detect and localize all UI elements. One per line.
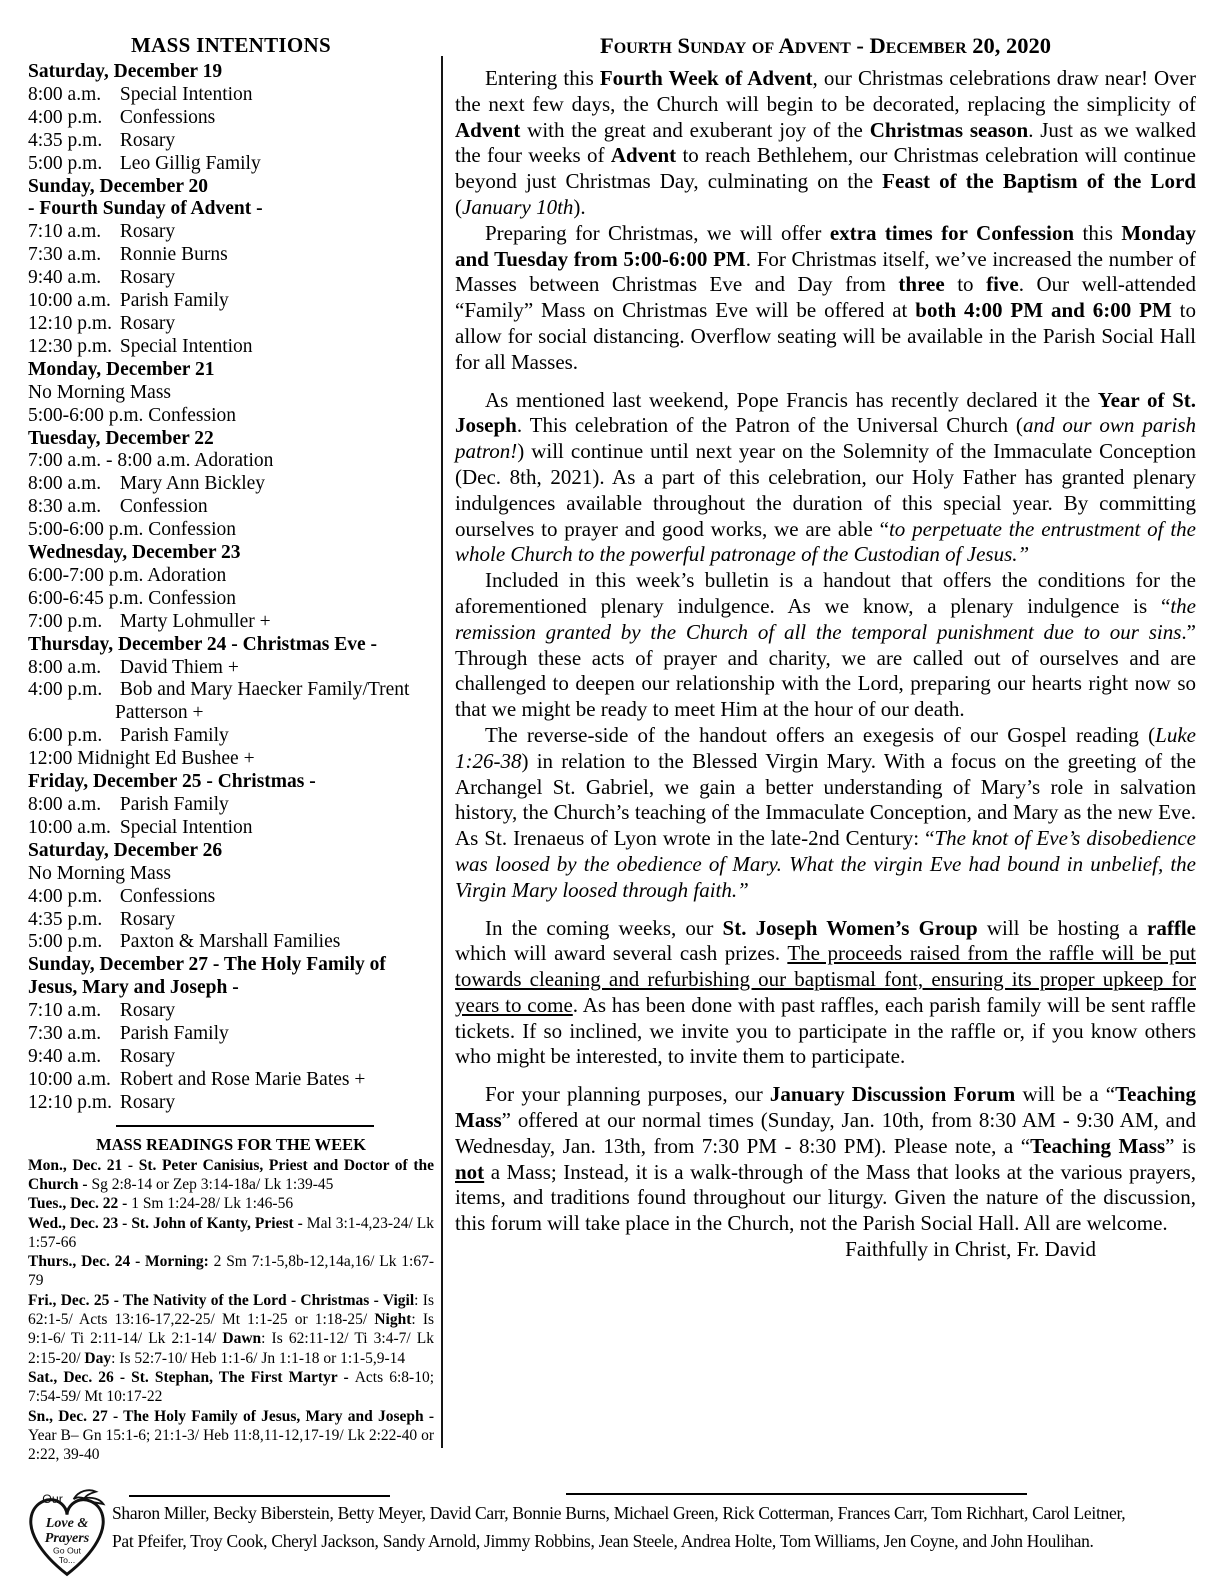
intentions-item bbox=[28, 794, 434, 817]
text-run: Luke 1:26-38 bbox=[455, 722, 1196, 773]
intentions-time: 5:00 p.m. bbox=[28, 931, 103, 953]
intentions-time: 7:30 a.m. bbox=[28, 244, 102, 266]
reading-entry bbox=[28, 1368, 434, 1407]
intentions-time: 8:00 a.m. bbox=[28, 656, 102, 678]
intentions-time: 7:10 a.m. bbox=[28, 1000, 102, 1022]
text-run: not bbox=[455, 1159, 485, 1184]
intentions-desc: Ed Bushee + bbox=[154, 748, 255, 770]
intentions-item bbox=[28, 405, 434, 428]
text-run: to allow for social distancing. Overflow seating will be available in the Parish Social Hall for all Masses. bbox=[455, 298, 1196, 374]
article-title: Fourth Sunday of Advent - December 20, 2020 bbox=[599, 33, 1052, 58]
intentions-time: 10:00 a.m. bbox=[28, 816, 111, 838]
intentions-item bbox=[28, 611, 434, 634]
text-run: three bbox=[898, 272, 945, 297]
text-run: .” Through these acts of prayer and charity, we are called out of ourselves and are challenged to deepen our relationship with the Lord, preparing our hearts right now so that we might be ready to meet Him at the hour of our death. bbox=[455, 619, 1196, 722]
text-run: ) will continue until next year on the Solemnity of the Immaculate Conception (Dec. 8th, 2021). As a part of this celebration, our Holy Father has granted plenary indulgences available throughout the duration of this special year. By committing ourselves to prayer and good works, we are able “ bbox=[455, 439, 1196, 541]
mass-readings-title: MASS READINGS FOR THE WEEK bbox=[96, 1134, 366, 1154]
text-run: 1 Sm 1:24-28/ Lk 1:46-56 bbox=[131, 1195, 294, 1213]
text-run: January 10th bbox=[462, 194, 574, 219]
intentions-time: 4:35 p.m. bbox=[28, 129, 103, 151]
love-prayers-logo-graphic bbox=[24, 1486, 110, 1580]
intentions-item bbox=[28, 1069, 434, 1092]
text-run: Day bbox=[84, 1349, 112, 1367]
intentions-item bbox=[28, 267, 434, 290]
text-run: will be hosting a bbox=[977, 915, 1148, 940]
intentions-time: 5:00-6:00 p.m. bbox=[28, 519, 144, 541]
intentions-time: 7:10 a.m. bbox=[28, 221, 102, 243]
intentions-desc: Adoration bbox=[194, 450, 274, 472]
intentions-time: 4:00 p.m. bbox=[28, 679, 103, 701]
article-paragraph bbox=[455, 1082, 1196, 1237]
intentions-item bbox=[28, 221, 434, 244]
intentions-time: 4:35 p.m. bbox=[28, 908, 103, 930]
intentions-desc: Mary Ann Bickley bbox=[119, 473, 266, 495]
intentions-time: 4:00 p.m. bbox=[28, 885, 103, 907]
intentions-item bbox=[28, 107, 434, 130]
text-run: which will award several cash prizes. bbox=[455, 941, 788, 966]
intentions-desc: Rosary bbox=[119, 221, 176, 243]
text-run: : Is 62:1-5/ Acts 13:16-17,22-25/ Mt 1:1-25 or 1:18-25/ bbox=[28, 1291, 434, 1329]
intentions-desc: Leo Gillig Family bbox=[119, 152, 261, 174]
text-run: Mal 3:1-4,23-24/ Lk 1:57-66 bbox=[28, 1214, 434, 1251]
intentions-day-header: Friday, December 25 - Christmas - bbox=[28, 771, 316, 793]
intentions-item bbox=[28, 748, 434, 771]
intentions-desc: Marty Lohmuller + bbox=[119, 610, 271, 632]
text-run: Sat., Dec. 26 - St. Stephan, The First Martyr - bbox=[28, 1368, 355, 1386]
intentions-time: 12:10 p.m. bbox=[28, 312, 112, 334]
text-run: both 4:00 PM and 6:00 PM bbox=[915, 298, 1172, 323]
intentions-day-header: Monday, December 21 bbox=[28, 358, 215, 380]
intentions-time: 7:30 a.m. bbox=[28, 1023, 102, 1045]
text-run: with the great and exuberant joy of the bbox=[520, 117, 870, 142]
intentions-time: 10:00 a.m. bbox=[28, 290, 111, 312]
intentions-day-header: Sunday, December 20 bbox=[28, 175, 209, 197]
intentions-day-header: Saturday, December 19 bbox=[28, 61, 223, 82]
intentions-day-header: Thursday, December 24 - Christmas Eve - bbox=[28, 633, 377, 655]
intentions-time: 9:40 a.m. bbox=[28, 1045, 102, 1067]
intentions-desc: Adoration bbox=[147, 564, 227, 586]
text-run: Teaching Mass bbox=[1030, 1133, 1166, 1158]
intentions-time: 12:30 p.m. bbox=[28, 335, 112, 357]
intentions-desc: Rosary bbox=[119, 1091, 176, 1113]
intentions-desc: Special Intention bbox=[119, 816, 253, 838]
logo-word-our: Our bbox=[42, 1492, 63, 1507]
article-paragraph bbox=[455, 916, 1196, 1071]
logo-word-to: To... bbox=[58, 1554, 76, 1565]
reading-entry bbox=[28, 1194, 434, 1213]
text-run: this bbox=[1074, 220, 1122, 245]
intentions-time: 7:00 p.m. bbox=[28, 610, 103, 632]
text-run: Acts 6:8-10; 7:54-59/ Mt 10:17-22 bbox=[28, 1368, 435, 1406]
intentions-time: 12:10 p.m. bbox=[28, 1091, 112, 1113]
intentions-desc: Confession bbox=[148, 519, 236, 541]
intentions-item bbox=[28, 588, 434, 611]
article-paragraph bbox=[455, 723, 1196, 904]
mass-readings-list bbox=[28, 1156, 434, 1465]
reading-entry bbox=[28, 1156, 434, 1195]
text-run: Advent bbox=[610, 143, 677, 168]
text-run: : Is 9:1-6/ Ti 2:11-14/ Lk 2:1-14/ bbox=[28, 1311, 435, 1348]
intentions-item bbox=[28, 1023, 434, 1046]
intentions-item bbox=[28, 725, 434, 748]
column-divider bbox=[441, 56, 443, 1448]
intentions-item bbox=[28, 565, 434, 588]
intentions-desc: Robert and Rose Marie Bates + bbox=[119, 1068, 366, 1090]
intentions-desc: Rosary bbox=[119, 267, 176, 289]
intentions-time: 4:00 p.m. bbox=[28, 106, 103, 128]
intentions-time: 8:00 a.m. bbox=[28, 83, 102, 105]
intentions-day-header: Tuesday, December 22 bbox=[28, 427, 214, 449]
text-run: St. Joseph Women’s Group bbox=[722, 915, 978, 940]
text-run: ). bbox=[573, 194, 586, 219]
intentions-time: 8:00 a.m. bbox=[28, 794, 102, 815]
intentions-item bbox=[28, 931, 434, 954]
text-run: Dawn bbox=[222, 1330, 262, 1348]
intentions-item bbox=[28, 450, 434, 473]
text-run: Year B– Gn 15:1-6; 21:1-3/ Heb 11:8,11-12,17-19/ Lk 2:22-40 or 2:22, 39-40 bbox=[28, 1426, 434, 1464]
text-run: extra times for Confession bbox=[829, 220, 1075, 245]
intentions-time: 10:00 a.m. bbox=[28, 1068, 111, 1090]
text-run: Faithfully in Christ, Fr. David bbox=[845, 1237, 1096, 1262]
intentions-time: 8:00 a.m. bbox=[28, 473, 102, 495]
text-run: to perpetuate the entrustment of the whole Church to the powerful patronage of the Custodian of Jesus.” bbox=[455, 516, 1196, 567]
text-run: Fourth Week of Advent bbox=[599, 66, 813, 90]
text-run: Christmas season bbox=[869, 117, 1029, 142]
intentions-time: 8:30 a.m. bbox=[28, 496, 102, 518]
text-run: ” offered at our normal times (Sunday, Jan. 10th, from 8:30 AM - 9:30 AM, and Wednesday, Jan. 13th, from 7:30 PM - 8:30 PM). Please note, a “ bbox=[455, 1108, 1196, 1158]
reading-entry bbox=[28, 1291, 434, 1368]
intentions-time: 6:00-7:00 p.m. bbox=[28, 564, 144, 586]
our-love-prayers-logo bbox=[24, 1486, 110, 1580]
text-run: to reach Bethlehem, our Christmas celebration will continue beyond just Christmas Day, culminating on the bbox=[455, 143, 1196, 194]
text-run: Night bbox=[374, 1311, 412, 1329]
intentions-day-header: Wednesday, December 23 bbox=[28, 542, 241, 564]
text-run: The reverse-side of the handout offers an exegesis of our Gospel reading ( bbox=[485, 722, 1156, 747]
intentions-item bbox=[28, 1092, 434, 1115]
text-run: and our own parish patron! bbox=[455, 413, 1196, 464]
text-run: . As has been done with past raffles, each parish family will be sent raffle tickets. If so inclined, we invite you to participate in the raffle or, if you know others who might be interested, to invite them to participate. bbox=[455, 992, 1196, 1069]
text-run: will be a “ bbox=[1015, 1082, 1116, 1107]
text-run: As mentioned last weekend, Pope Francis has recently declared it the bbox=[485, 387, 1098, 412]
article-paragraph bbox=[455, 66, 1196, 221]
text-run: ) in relation to the Blessed Virgin Mary. With a focus on the greeting of the Archangel St. Gabriel, we gain a better understanding of Mary’s role in salvation history, the Church’s teaching of the Immaculate Conception, and Mary as the new Eve. As St. Irenaeus of Lyon wrote in the late-2nd Century: “ bbox=[455, 748, 1196, 851]
text-run: 2 Sm 7:1-5,8b-12,14a,16/ Lk 1:67-79 bbox=[28, 1253, 434, 1290]
intentions-desc: Confession bbox=[119, 496, 208, 518]
text-run: Wed., Dec. 23 - St. John of Kanty, Priest - bbox=[28, 1214, 307, 1232]
intentions-time: 7:00 a.m. - 8:00 a.m. bbox=[28, 450, 191, 472]
intentions-item bbox=[28, 313, 434, 336]
intentions-desc: Parish Family bbox=[119, 290, 229, 312]
text-run: Sg 2:8-14 or Zep 3:14-18a/ Lk 1:39-45 bbox=[91, 1175, 334, 1193]
article-paragraph bbox=[455, 388, 1196, 569]
intentions-item bbox=[28, 909, 434, 932]
prayer-names-line: Pat Pfeifer, Troy Cook, Cheryl Jackson, Sandy Arnold, Jimmy Robbins, Jean Steele, Andrea Holte, Tom Williams, Jen Coyne, and John Houlihan. bbox=[112, 1530, 1094, 1551]
text-run: Advent bbox=[455, 117, 521, 142]
intentions-item bbox=[28, 496, 434, 519]
footer-divider-left bbox=[129, 1495, 390, 1497]
text-run: raffle bbox=[1147, 915, 1196, 940]
article-signature bbox=[455, 1237, 1196, 1263]
text-run: to bbox=[944, 272, 987, 297]
text-run: For your planning purposes, our bbox=[485, 1082, 770, 1107]
text-run: Preparing for Christmas, we will offer bbox=[485, 220, 830, 245]
text-run: a Mass; Instead, it is a walk-through of the Mass that looks at the various prayers, items, and traditions found throughout our liturgy. Given the nature of the discussion, this forum will take place in the Church, not the Parish Social Hall. All are welcome. bbox=[455, 1159, 1196, 1236]
intentions-desc: Confessions bbox=[119, 885, 216, 907]
text-run: Thurs., Dec. 24 - Morning: bbox=[28, 1253, 214, 1271]
intentions-desc: Paxton & Marshall Families bbox=[119, 931, 341, 953]
reading-entry bbox=[28, 1214, 434, 1253]
intentions-desc: Confession bbox=[148, 404, 236, 426]
intentions-desc: Special Intention bbox=[119, 83, 253, 105]
intentions-desc: Rosary bbox=[119, 908, 176, 930]
intentions-time: 12:00 Midnight bbox=[28, 748, 150, 770]
text-run: : Is 62:11-12/ Ti 3:4-7/ Lk 2:15-20/ bbox=[28, 1330, 434, 1367]
intentions-day-header: - Fourth Sunday of Advent - bbox=[28, 198, 263, 220]
intentions-desc: Rosary bbox=[119, 312, 176, 334]
reading-entry bbox=[28, 1407, 434, 1465]
text-run: In the coming weeks, our bbox=[485, 915, 723, 940]
intentions-time: 6:00 p.m. bbox=[28, 725, 103, 747]
intentions-desc: Bob and Mary Haecker Family/Trent Patterson + bbox=[115, 679, 410, 724]
intentions-note: No Morning Mass bbox=[28, 862, 172, 884]
prayer-names bbox=[112, 1500, 1212, 1555]
intentions-desc: Special Intention bbox=[119, 335, 253, 357]
text-run: the remission granted by the Church of all the temporal punishment due to our sins bbox=[455, 593, 1196, 644]
intentions-item bbox=[28, 153, 434, 176]
text-run: Vigil bbox=[382, 1291, 415, 1309]
text-run: Mon., Dec. 21 - St. Peter Canisius, Priest and Doctor of the Church - bbox=[28, 1156, 434, 1193]
text-run: Feast of the Baptism of the Lord bbox=[882, 169, 1196, 194]
text-run: The knot of Eve’s disobedience was loosed by the obedience of Mary. What the virgin Eve had bound in unbelief, the Virgin Mary loosed through faith.” bbox=[455, 826, 1196, 902]
text-run: . For Christmas itself, we’ve increased the number of Masses between Christmas Eve and Day from bbox=[455, 246, 1197, 297]
text-run: Included in this week’s bulletin is a handout that offers the conditions for the aforementioned plenary indulgence. As we know, a plenary indulgence is “ bbox=[455, 568, 1196, 618]
text-run: Tues., Dec. 22 - bbox=[28, 1195, 132, 1213]
section-divider-line bbox=[116, 1125, 374, 1127]
footer-divider-right bbox=[566, 1493, 1027, 1495]
text-run: . Our well-attended “Family” Mass on Christmas Eve will be offered at bbox=[455, 272, 1196, 323]
text-run: ” is bbox=[1165, 1133, 1196, 1158]
intentions-item bbox=[28, 657, 434, 680]
intentions-desc: Parish Family bbox=[119, 1023, 229, 1045]
intentions-desc: Parish Family bbox=[119, 725, 229, 747]
intentions-day-header: Sunday, December 27 - The Holy Family of Jesus, Mary and Joseph - bbox=[28, 954, 386, 999]
reading-entry bbox=[28, 1252, 434, 1291]
article-paragraph bbox=[455, 221, 1196, 376]
text-run: ( bbox=[455, 194, 462, 219]
article-paragraph bbox=[455, 568, 1196, 723]
text-run: Monday and Tuesday from 5:00-6:00 PM bbox=[455, 220, 1197, 271]
text-run: . This celebration of the Patron of the Universal Church ( bbox=[516, 413, 1023, 438]
intentions-time: 6:00-6:45 p.m. bbox=[28, 587, 144, 609]
article-body bbox=[455, 66, 1196, 1263]
intentions-item bbox=[28, 130, 434, 153]
intentions-item bbox=[28, 84, 434, 107]
intentions-day-header: Saturday, December 26 bbox=[28, 839, 223, 861]
logo-word-love: Love & bbox=[45, 1515, 89, 1532]
mass-intentions-list bbox=[28, 61, 434, 1115]
article-column bbox=[455, 33, 1196, 1263]
left-column bbox=[28, 33, 434, 1464]
intentions-item bbox=[28, 1046, 434, 1069]
prayer-names-line: Sharon Miller, Becky Biberstein, Betty Meyer, David Carr, Bonnie Burns, Michael Green, Rick Cotterman, Frances Carr, Tom Richhart, Carol Leitner, bbox=[112, 1503, 1126, 1523]
intentions-time: 5:00 p.m. bbox=[28, 152, 103, 174]
intentions-item bbox=[28, 817, 434, 840]
intentions-desc: Confession bbox=[148, 587, 236, 609]
text-run: January Discussion Forum bbox=[769, 1082, 1016, 1107]
intentions-desc: Rosary bbox=[119, 129, 176, 151]
text-run: The proceeds raised from the raffle will be put towards cleaning and refurbishing our baptismal font, ensuring its proper upkeep for years to come bbox=[455, 941, 1196, 1017]
intentions-item bbox=[28, 886, 434, 909]
intentions-desc: David Thiem + bbox=[119, 656, 239, 678]
intentions-desc: Confessions bbox=[119, 106, 216, 128]
intentions-item bbox=[28, 336, 434, 359]
intentions-item bbox=[28, 473, 434, 496]
intentions-note: No Morning Mass bbox=[28, 381, 172, 403]
intentions-desc: Ronnie Burns bbox=[119, 244, 228, 266]
intentions-item bbox=[28, 1000, 434, 1023]
logo-word-prayers: Prayers bbox=[44, 1530, 90, 1547]
intentions-desc: Parish Family bbox=[119, 794, 229, 815]
mass-intentions-title: MASS INTENTIONS bbox=[131, 33, 331, 57]
intentions-desc: Rosary bbox=[119, 1000, 176, 1022]
logo-word-goout: Go Out bbox=[53, 1545, 81, 1556]
text-run: . Just as we walked the four weeks of bbox=[455, 117, 1196, 168]
intentions-item bbox=[28, 290, 434, 313]
intentions-item bbox=[28, 519, 434, 542]
intentions-time: 5:00-6:00 p.m. bbox=[28, 404, 144, 426]
text-run: Year of St. Joseph bbox=[455, 387, 1196, 438]
text-run: Fri., Dec. 25 - The Nativity of the Lord - Christmas - bbox=[28, 1291, 383, 1309]
text-run: Teaching Mass bbox=[455, 1082, 1197, 1133]
text-run: five bbox=[986, 272, 1019, 297]
intentions-item bbox=[28, 679, 434, 725]
text-run: , our Christmas celebrations draw near! Over the next few days, the Church will begin to be decorated, replacing the simplicity of bbox=[455, 66, 1197, 116]
intentions-desc: Rosary bbox=[119, 1045, 176, 1067]
text-run: : Is 52:7-10/ Heb 1:1-6/ Jn 1:1-18 or 1:1-5,9-14 bbox=[111, 1349, 406, 1367]
intentions-time: 9:40 a.m. bbox=[28, 267, 102, 289]
text-run: Entering this bbox=[485, 66, 600, 90]
text-run: Sn., Dec. 27 - The Holy Family of Jesus, Mary and Joseph - bbox=[28, 1407, 434, 1425]
intentions-item bbox=[28, 244, 434, 267]
